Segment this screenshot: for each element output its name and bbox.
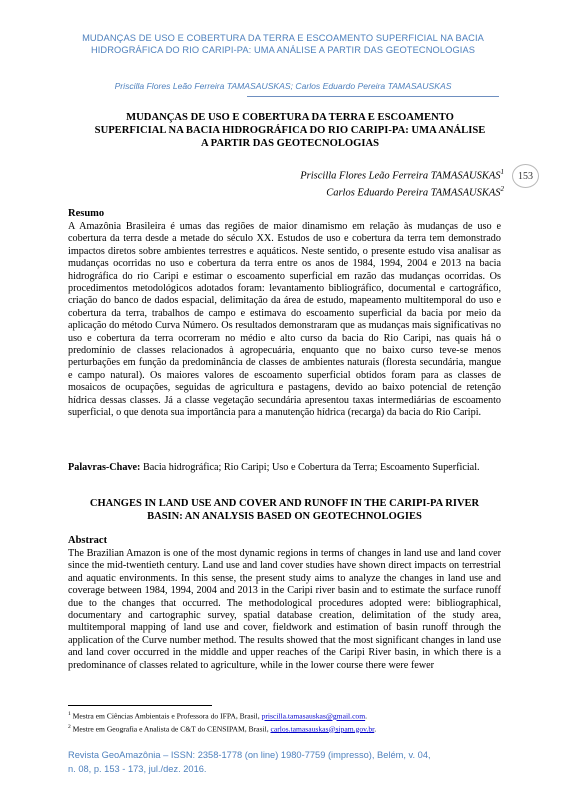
footnote-1-text: Mestra em Ciências Ambientais e Professora do IFPA, Brasil, bbox=[72, 711, 262, 721]
author-list bbox=[300, 166, 504, 200]
footnote-2-text: Mestre em Geografia e Analista de C&T do CENSIPAM, Brasil, bbox=[72, 724, 271, 734]
author-2-mark: 2 bbox=[500, 185, 504, 193]
footnote-1-end: . bbox=[365, 711, 368, 721]
footnote-2 bbox=[68, 722, 508, 735]
journal-citation-line-1: Revista GeoAmazônia – ISSN: 2358-1778 (on line) 1980-7759 (impresso), Belém, v. 04, bbox=[68, 750, 431, 760]
keywords-text: Bacia hidrográfica; Rio Caripi; Uso e Cobertura da Terra; Escoamento Superficial. bbox=[142, 462, 480, 473]
footnote-rule bbox=[68, 705, 212, 706]
author-1 bbox=[300, 166, 504, 183]
footnotes bbox=[68, 709, 508, 734]
page-number-badge: 153 bbox=[512, 164, 539, 188]
running-header-line-2: HIDROGRÁFICA DO RIO CARIPI-PA: UMA ANÁLISE A PARTIR DAS GEOTECNOLOGIAS bbox=[90, 45, 476, 55]
author-1-name: Priscilla Flores Leão Ferreira TAMASAUSKAS bbox=[300, 170, 501, 182]
journal-citation-line-2: n. 08, p. 153 - 173, jul./dez. 2016. bbox=[68, 764, 207, 774]
article-title-en-line-2: BASIN: AN ANALYSIS BASED ON GEOTECHNOLOGIES bbox=[147, 511, 422, 522]
header-rule bbox=[247, 96, 499, 97]
footnote-1-email-link[interactable]: priscilla.tamasauskas@gmail.com bbox=[261, 711, 366, 721]
keywords-label: Palavras-Chave: bbox=[68, 462, 141, 473]
article-title-pt bbox=[60, 111, 520, 150]
abstract-heading: Abstract bbox=[68, 535, 108, 546]
author-2-name: Carlos Eduardo Pereira TAMASAUSKAS bbox=[326, 187, 501, 199]
footnote-2-mark: 2 bbox=[68, 723, 71, 730]
resumo-heading: Resumo bbox=[68, 208, 105, 219]
abstract-text: The Brazilian Amazon is one of the most dynamic regions in terms of changes in land use and land cover since the mid-twentieth century. Land use and land cover studies have shown direct impacts on terrestrial and aquatic environments. In this sense, the present study aims to analyze the changes in land use and coverage between 1984, 1994, 2004 and 2013 in the Caripi river basin and to estimate the surface runoff due to the changes that occurred. The methodological procedures adopted were: bibliographical, documentary and cartographic survey, spatial database creation, delimitation of the study area, multitemporal mapping of land use and cover, fieldwork and estimation of basin runoff through the application of the Curve number method. The results showed that the most significant changes in land use and land cover occurred in the middle and upper reaches of the Caripi River basin, in which there is a predominance of classes related to agriculture, while in the lower course there were fewer bbox=[68, 548, 501, 671]
footnote-1 bbox=[68, 709, 508, 722]
article-title-pt-line-1: MUDANÇAS DE USO E COBERTURA DA TERRA E ESCOAMENTO bbox=[126, 112, 454, 123]
running-header-authors: Priscilla Flores Leão Ferreira TAMASAUSKAS; Carlos Eduardo Pereira TAMASAUSKAS bbox=[114, 81, 452, 91]
journal-citation bbox=[68, 748, 508, 776]
footnote-2-end: . bbox=[374, 724, 377, 734]
keywords bbox=[68, 462, 501, 474]
running-header-line-1: MUDANÇAS DE USO E COBERTURA DA TERRA E ESCOAMENTO SUPERFICIAL NA BACIA bbox=[82, 33, 484, 43]
article-title-en bbox=[68, 497, 501, 523]
footnote-1-mark: 1 bbox=[68, 711, 71, 717]
article-title-en-line-1: CHANGES IN LAND USE AND COVER AND RUNOFF IN THE CARIPI-PA RIVER bbox=[89, 498, 480, 509]
author-2 bbox=[300, 183, 504, 200]
article-title-pt-line-3: A PARTIR DAS GEOTECNOLOGIAS bbox=[200, 138, 380, 149]
running-header bbox=[0, 32, 566, 56]
resumo-text: A Amazônia Brasileira é umas das regiões de maior dinamismo em relação às mudanças de uso e cobertura da terra desde a metade do século XX. Estudos de uso e cobertura da terra tem demonstrado impactos diretos sobre ambientes terrestres e aquáticos. Neste sentido, o presente estudo visa analisar as mudanças ocorridas no uso e cobertura da terra entre os anos de 1984, 1994, 2004 e 2013 na bacia hidrográfica do rio Caripi e estimar o escoamento superficial em razão das mudanças ocorridas. Os procedimentos metodológicos adotados foram: levantamento bibliográfico, documental e cartográfico, criação do banco de dados espacial, delimitação da área de estudo, mapeamento multitemporal do uso e cobertura da terra, trabalhos de campo e estimava do escoamento superficial da bacia por meio da aplicação do método Curva Número. Os resultados demonstraram que as mudanças mais significativas no uso e cobertura da terra ocorreram no médio e alto curso da bacia do Rio Caripi, nas quais há o predomínio de classes relacionados à agropecuária, enquanto que no baixo curso teve-se menos perturbações em função da predominância de classes de ambientes naturais (floresta secundária, mangue e campo natural). Os maiores valores de escoamento superficial obtidos foram para as classes de mosaicos de ocupações, seguidas de agricultura e pastagens, devido ao baixo potencial de retenção hídrica dessas classes. Já a classe vegetação secundária apresentou taxas intermediárias de escoamento superficial, o que denota sua importância para a manutenção hídrica (recarga) da bacia do Rio Caripi. bbox=[68, 221, 501, 419]
footnote-2-email-link[interactable]: carlos.tamasauskas@sipam.gov.br bbox=[270, 724, 375, 734]
article-title-pt-line-2: SUPERFICIAL NA BACIA HIDROGRÁFICA DO RIO CARIPI-PA: UMA ANÁLISE bbox=[94, 125, 486, 136]
author-1-mark: 1 bbox=[500, 168, 504, 176]
